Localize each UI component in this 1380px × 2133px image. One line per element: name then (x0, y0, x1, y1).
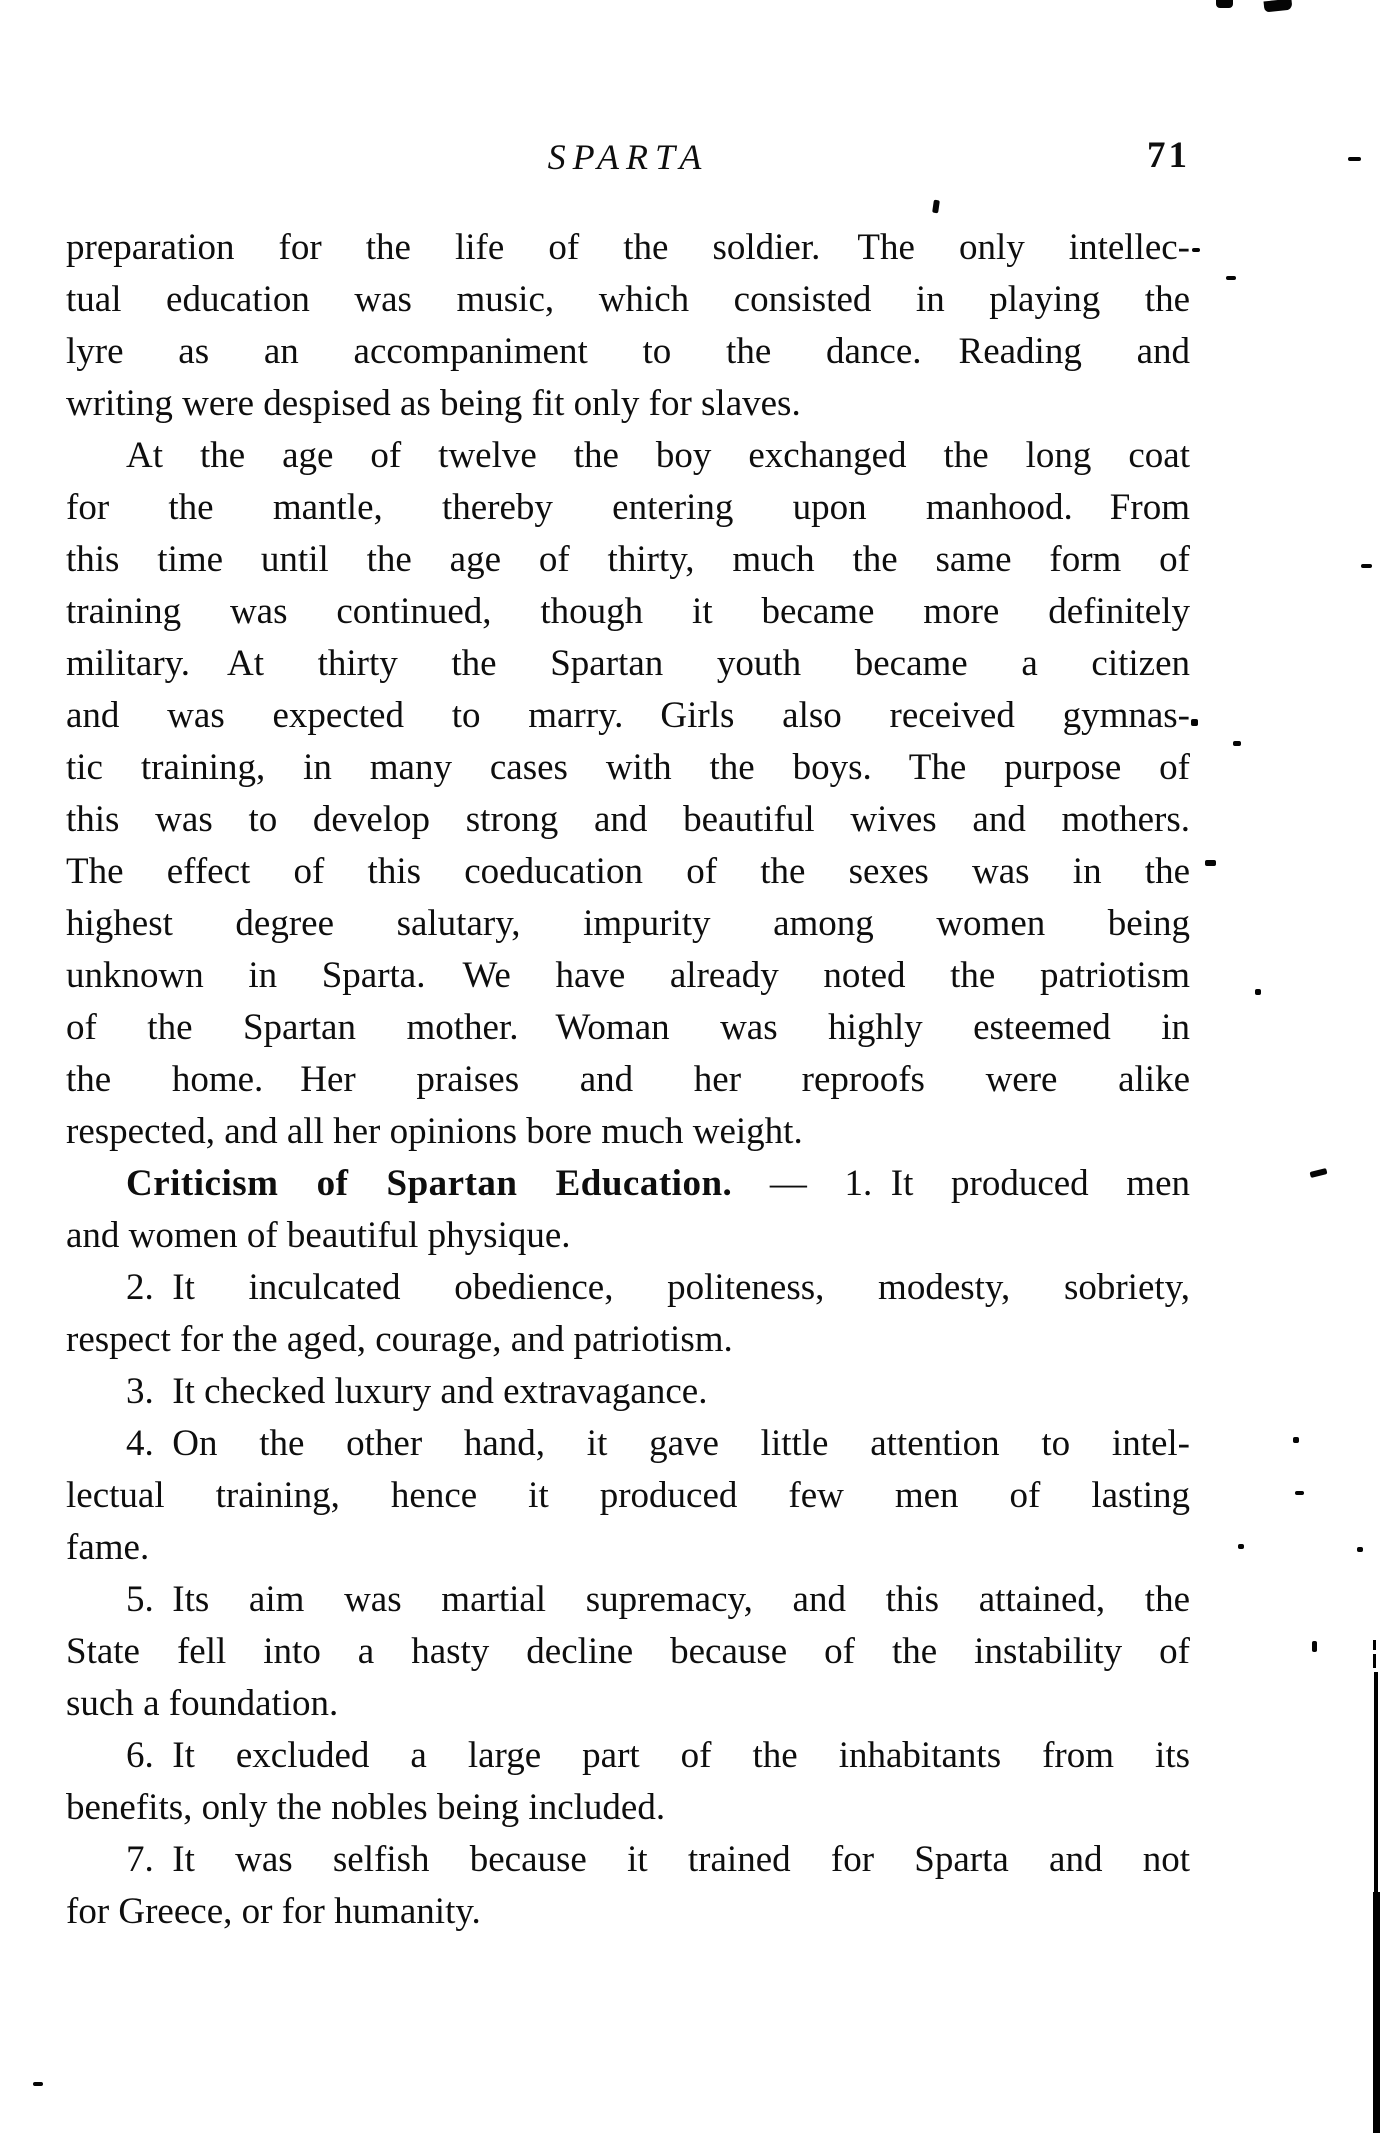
body-text (66, 222, 1190, 1938)
ink-speck (1310, 1168, 1328, 1178)
text-line: lectual training, hence it produced few men of lasting (66, 1475, 1190, 1516)
ink-speck (1295, 1491, 1304, 1495)
ink-speck (1233, 741, 1241, 746)
ink-speck (1293, 1437, 1299, 1443)
ink-speck (1255, 989, 1261, 995)
text-line: 6. It excluded a large part of the inhabitants from its (126, 1735, 1190, 1776)
section-heading: Criticism of Spartan Education. (126, 1163, 733, 1204)
text-line: At the age of twelve the boy exchanged the long coat (126, 435, 1190, 476)
text-line: The effect of this coeducation of the sexes was in the (66, 851, 1190, 892)
text-line: for the mantle, thereby entering upon manhood. From (66, 487, 1190, 528)
ink-speck (1205, 860, 1216, 866)
ink-speck (1312, 1641, 1317, 1652)
text-line: this was to develop strong and beautiful wives and mothers. (66, 799, 1190, 840)
text-line: 5. Its aim was martial supremacy, and this attained, the (126, 1579, 1190, 1620)
text-line: writing were despised as being fit only for slaves. (66, 383, 801, 424)
text-line: fame. (66, 1527, 150, 1568)
scan-edge-artifact (1373, 1654, 1376, 1668)
text-line: of the Spartan mother. Woman was highly esteemed in (66, 1007, 1190, 1048)
text-line: respected, and all her opinions bore much weight. (66, 1111, 803, 1152)
text-line: benefits, only the nobles being included. (66, 1787, 666, 1828)
text-line: 3. It checked luxury and extravagance. (126, 1371, 708, 1412)
ink-speck (1357, 1547, 1363, 1552)
text-line: and women of beautiful physique. (66, 1215, 571, 1256)
ink-speck (1226, 276, 1236, 280)
scan-edge-artifact (1373, 1640, 1376, 1650)
ink-speck (1216, 0, 1233, 8)
ink-speck (1191, 719, 1198, 726)
ink-speck (1361, 564, 1372, 568)
text-line: such a foundation. (66, 1683, 339, 1724)
text-line: preparation for the life of the soldier. The only intellec- (66, 227, 1190, 268)
text-line: military. At thirty the Spartan youth became a citizen (66, 643, 1190, 684)
page-number: 71 (1147, 135, 1190, 176)
text-line: this time until the age of thirty, much the same form of (66, 539, 1190, 580)
text-line: lyre as an accompaniment to the dance. Reading and (66, 331, 1190, 372)
text-line: tic training, in many cases with the boys. The purpose of (66, 747, 1190, 788)
text-line: 7. It was selfish because it trained for Sparta and not (126, 1839, 1190, 1880)
ink-speck (1238, 1544, 1244, 1549)
text-line: Criticism of Spartan Education. — 1. It produced men (126, 1163, 1190, 1204)
ink-speck (33, 2082, 43, 2086)
text-line: highest degree salutary, impurity among women being (66, 903, 1190, 944)
page-header (66, 136, 1190, 186)
text-line: for Greece, or for humanity. (66, 1891, 481, 1932)
ink-speck (1348, 157, 1361, 161)
text-line: 2. It inculcated obedience, politeness, modesty, sobriety, (126, 1267, 1190, 1308)
scan-edge-artifact (1374, 1672, 1378, 1892)
text-line: unknown in Sparta. We have already noted the patriotism (66, 955, 1190, 996)
text-line: tual education was music, which consisted in playing the (66, 279, 1190, 320)
ink-speck (1192, 248, 1200, 252)
text-line: and was expected to marry. Girls also received gymnas- (66, 695, 1190, 736)
text-line: 4. On the other hand, it gave little attention to intel- (126, 1423, 1190, 1464)
text-line: the home. Her praises and her reproofs were alike (66, 1059, 1190, 1100)
scan-edge-artifact (1373, 1892, 1380, 2133)
ink-speck (932, 200, 940, 214)
text-line: State fell into a hasty decline because of the instability of (66, 1631, 1190, 1672)
text-line: respect for the aged, courage, and patriotism. (66, 1319, 733, 1360)
text-line: training was continued, though it became more definitely (66, 591, 1190, 632)
running-header-title: SPARTA (547, 137, 709, 177)
ink-speck (1264, 0, 1293, 12)
